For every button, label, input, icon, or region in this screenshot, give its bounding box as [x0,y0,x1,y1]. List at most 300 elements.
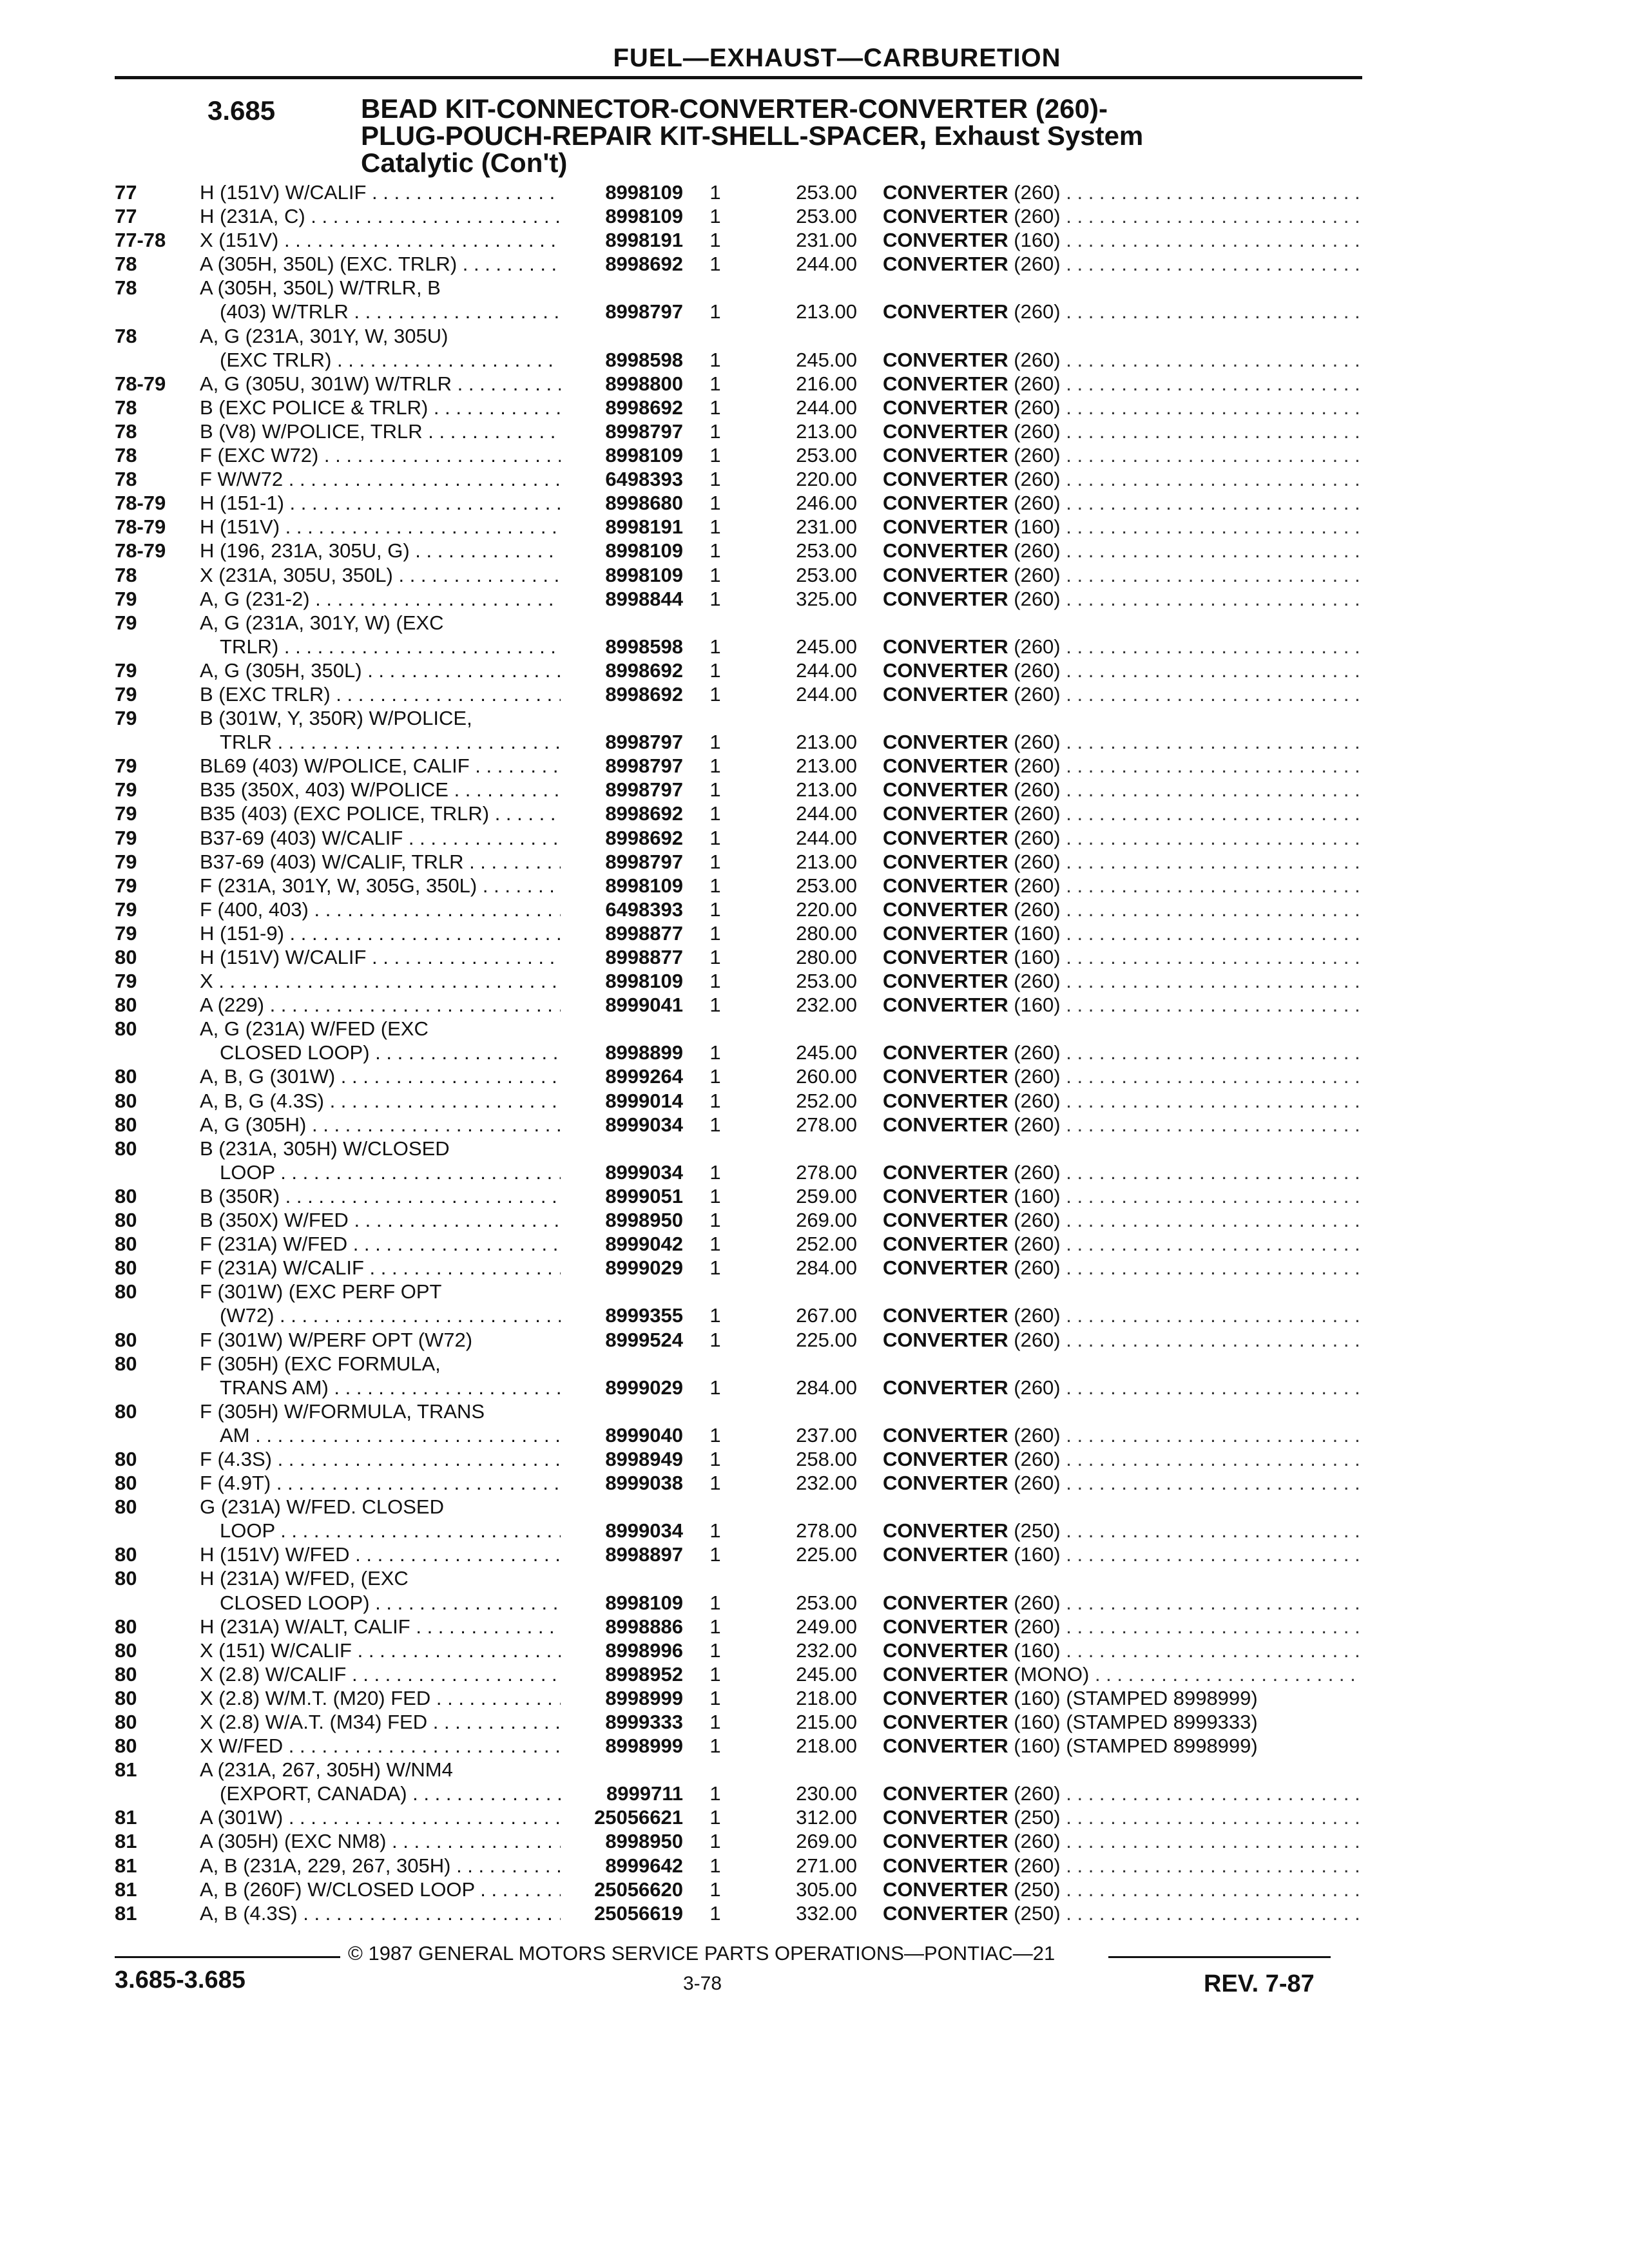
row-application: A, G (231A) W/FED (EXC [200,1017,429,1041]
parts-row [0,778,1629,802]
row-part-name: CONVERTER (260) . . . [883,898,1360,921]
row-part-number: 8998109 [605,205,683,228]
parts-row [0,1399,1629,1423]
row-quantity: 1 [709,635,721,658]
row-quantity: 1 [709,515,721,539]
row-part-spec: (260) . . . [1014,492,1360,514]
row-year: 81 [115,1878,137,1901]
row-price: 216.00 [796,372,857,395]
row-application: B (EXC POLICE & TRLR) . . . [200,396,561,419]
row-part-name: CONVERTER (260) . . . [883,1854,1360,1878]
parts-row [0,1184,1629,1208]
parts-row [0,1782,1629,1805]
row-price: 220.00 [796,468,857,491]
row-application: B (350R) . . . [200,1184,561,1208]
row-part-number: 8998109 [605,539,683,562]
row-part-number: 8999333 [605,1711,683,1733]
parts-row [0,1137,1629,1160]
row-quantity: 1 [709,1328,721,1351]
row-year: 78 [115,419,137,443]
row-part-number: 25056619 [594,1901,683,1925]
parts-row [0,443,1629,467]
row-part-name: CONVERTER (260) . . . [883,180,1360,204]
row-part-number: 8998886 [605,1615,683,1638]
row-quantity: 1 [709,396,721,419]
parts-row [0,563,1629,587]
row-application: H (151-1) . . . [200,491,561,515]
row-part-spec: (260) . . . [1014,731,1360,753]
row-year: 78 [115,444,137,467]
row-part-number: 8998797 [605,778,683,802]
parts-row [0,1232,1629,1256]
row-application: H (151V) . . . [200,515,561,539]
parts-row [0,898,1629,921]
row-quantity: 1 [709,1160,721,1184]
row-year: 80 [115,1209,137,1232]
row-price: 269.00 [796,1830,857,1853]
parts-row [0,515,1629,539]
row-price: 332.00 [796,1901,857,1925]
parts-row [0,1901,1629,1925]
row-part-name: CONVERTER (260) . . . [883,1615,1360,1639]
parts-row [0,1829,1629,1853]
row-part-name: CONVERTER (260) . . . [883,491,1360,515]
row-application: F (305H) (EXC FORMULA, [200,1352,441,1375]
row-price: 258.00 [796,1447,857,1470]
row-part-number: 8998897 [605,1543,683,1566]
row-part-spec: (260) . . . [1014,1424,1360,1446]
row-year: 80 [115,1137,137,1160]
row-application: X (2.8) W/CALIF . . . [200,1662,561,1686]
row-part-number: 8999014 [605,1089,683,1112]
row-price: 244.00 [796,396,857,419]
parts-row [0,1303,1629,1327]
row-quantity: 1 [709,419,721,443]
parts-row [0,276,1629,300]
row-part-number: 8998800 [605,372,683,395]
row-part-name: CONVERTER (160) (STAMPED 8998999) [883,1735,1258,1758]
parts-row [0,539,1629,562]
row-price: 252.00 [796,1089,857,1112]
parts-row [0,324,1629,348]
row-price: 213.00 [796,754,857,778]
parts-row [0,1686,1629,1710]
row-year: 79 [115,778,137,802]
row-quantity: 1 [709,1735,721,1758]
row-application: H (231A, C) . . . [200,204,561,228]
parts-row [0,1591,1629,1615]
row-price: 245.00 [796,348,857,371]
row-part-spec: (260) . . . [1014,1615,1360,1638]
row-quantity: 1 [709,181,721,204]
row-quantity: 1 [709,874,721,897]
row-part-spec: (260) . . . [1014,539,1360,562]
row-year: 80 [115,1686,137,1709]
row-part-spec: (260) . . . [1014,778,1360,801]
row-year: 80 [115,1735,137,1758]
section-title [361,95,1143,177]
row-application: F (231A, 301Y, W, 305G, 350L) . . . [200,874,561,898]
row-application: A (305H, 350L) (EXC. TRLR) . . . [200,252,561,276]
row-application: G (231A) W/FED. CLOSED [200,1495,444,1519]
row-year: 78 [115,396,137,419]
row-quantity: 1 [709,1304,721,1327]
row-application: B (301W, Y, 350R) W/POLICE, [200,707,472,730]
row-part-name: CONVERTER (MONO) . . . [883,1662,1360,1686]
row-price: 232.00 [796,1472,857,1495]
row-part-number: 8999029 [605,1376,683,1399]
row-part-number: 8999042 [605,1233,683,1256]
row-quantity: 1 [709,205,721,228]
row-year: 77 [115,181,137,204]
row-part-name: CONVERTER (260) . . . [883,539,1360,562]
row-price: 278.00 [796,1160,857,1184]
row-part-spec: (260) . . . [1014,181,1360,204]
header-rule [115,76,1362,79]
row-price: 271.00 [796,1854,857,1877]
row-application: (403) W/TRLR . . . [200,300,561,323]
row-application: (EXC TRLR) . . . [200,348,561,372]
row-part-number: 8998680 [605,492,683,515]
row-price: 278.00 [796,1113,857,1136]
row-year: 79 [115,754,137,778]
parts-row [0,1017,1629,1041]
row-application: (W72) . . . [200,1303,561,1327]
row-price: 218.00 [796,1735,857,1758]
row-year: 80 [115,1711,137,1733]
row-quantity: 1 [709,1854,721,1877]
row-price: 246.00 [796,492,857,515]
row-quantity: 1 [709,587,721,610]
row-price: 252.00 [796,1233,857,1256]
row-price: 218.00 [796,1686,857,1709]
row-price: 230.00 [796,1782,857,1805]
row-quantity: 1 [709,1113,721,1136]
row-application: LOOP . . . [200,1160,561,1184]
row-year: 81 [115,1758,137,1782]
row-year: 80 [115,1065,137,1088]
row-part-name: CONVERTER (260) . . . [883,563,1360,587]
row-application: AM . . . [200,1423,561,1447]
row-quantity: 1 [709,372,721,395]
row-price: 244.00 [796,253,857,276]
row-application: X (231A, 305U, 350L) . . . [200,563,561,587]
row-part-name: CONVERTER (160) . . . [883,921,1360,945]
row-part-spec: (260) . . . [1014,1304,1360,1327]
row-part-name: CONVERTER (260) . . . [883,1782,1360,1805]
row-part-name: CONVERTER (260) . . . [883,300,1360,323]
row-quantity: 1 [709,754,721,778]
row-part-name: CONVERTER (260) . . . [883,1232,1360,1256]
row-part-number: 8998191 [605,229,683,252]
row-year: 80 [115,1639,137,1662]
row-quantity: 1 [709,970,721,993]
section-title-line-3: Catalytic (Con't) [361,148,568,178]
row-price: 231.00 [796,229,857,252]
row-year: 79 [115,850,137,873]
parts-row [0,706,1629,730]
row-part-spec: (260) . . . [1014,372,1360,395]
row-application: A, B, G (301W) . . . [200,1064,561,1088]
row-part-number: 8998877 [605,946,683,968]
row-price: 232.00 [796,994,857,1017]
parts-list [0,180,1629,1925]
parts-row [0,1447,1629,1471]
row-price: 244.00 [796,682,857,706]
row-part-spec: (260) . . . [1014,1065,1360,1088]
row-part-spec: (260) . . . [1014,850,1360,873]
parts-row [0,1208,1629,1232]
parts-row [0,252,1629,276]
row-part-name: CONVERTER (260) . . . [883,850,1360,874]
row-quantity: 1 [709,802,721,825]
row-part-name: CONVERTER (160) . . . [883,993,1360,1017]
row-price: 244.00 [796,802,857,825]
parts-row [0,754,1629,778]
row-part-spec: (260) . . . [1014,1329,1360,1351]
row-part-spec: (260) . . . [1014,588,1360,610]
row-part-name: CONVERTER (260) . . . [883,778,1360,802]
row-price: 253.00 [796,539,857,562]
row-part-spec: (260) . . . [1014,300,1360,323]
row-part-name: CONVERTER (260) . . . [883,874,1360,898]
row-application: F (400, 403) . . . [200,898,561,921]
row-application: H (196, 231A, 305U, G) . . . [200,539,561,562]
row-application: X (2.8) W/A.T. (M34) FED . . . [200,1710,561,1734]
row-part-spec: (260) . . . [1014,396,1360,419]
row-quantity: 1 [709,682,721,706]
parts-row [0,945,1629,969]
parts-row [0,1113,1629,1137]
row-year: 78 [115,324,137,347]
row-quantity: 1 [709,1472,721,1495]
row-part-spec: (160) . . . [1014,515,1360,538]
row-year: 80 [115,1615,137,1638]
row-application: A, G (305H) . . . [200,1113,561,1137]
parts-row [0,587,1629,611]
row-price: 245.00 [796,1041,857,1064]
row-price: 215.00 [796,1711,857,1733]
row-year: 78 [115,468,137,491]
row-application: F (301W) (EXC PERF OPT [200,1280,442,1303]
row-part-name: CONVERTER (260) . . . [883,730,1360,754]
parts-row [0,491,1629,515]
row-year: 80 [115,1184,137,1207]
row-part-number: 8999034 [605,1160,683,1184]
row-price: 244.00 [796,826,857,849]
row-part-number: 6498393 [605,898,683,921]
row-part-name: CONVERTER (250) . . . [883,1878,1360,1901]
row-part-number: 8999355 [605,1304,683,1327]
row-quantity: 1 [709,658,721,682]
row-year: 78 [115,563,137,586]
row-quantity: 1 [709,253,721,276]
row-part-number: 25056620 [594,1878,683,1901]
row-price: 260.00 [796,1065,857,1088]
footer-rule-left [115,1956,340,1958]
row-part-name: CONVERTER (250) . . . [883,1901,1360,1925]
row-part-number: 8998191 [605,515,683,539]
row-price: 213.00 [796,731,857,754]
row-year: 79 [115,682,137,706]
row-part-spec: (260) . . . [1014,349,1360,371]
row-quantity: 1 [709,1662,721,1686]
row-application: B (350X) W/FED . . . [200,1208,561,1232]
row-price: 232.00 [796,1639,857,1662]
row-application: CLOSED LOOP) . . . [200,1591,561,1615]
row-part-name: CONVERTER (260) . . . [883,1303,1360,1327]
footer-page-number: 3-78 [683,1973,722,1994]
row-part-name: CONVERTER (260) . . . [883,969,1360,993]
row-application: A (229) . . . [200,993,561,1017]
row-application: B35 (350X, 403) W/POLICE . . . [200,778,561,802]
row-price: 280.00 [796,921,857,945]
row-year: 79 [115,874,137,897]
row-application: H (231A) W/FED, (EXC [200,1567,409,1590]
parts-row [0,1064,1629,1088]
row-part-number: 8999041 [605,994,683,1017]
row-part-number: 8998797 [605,419,683,443]
row-part-spec: (260) . . . [1014,898,1360,921]
row-part-number: 8999034 [605,1519,683,1542]
row-quantity: 1 [709,898,721,921]
row-part-spec: (260) . . . [1014,970,1360,992]
footer-section-range: 3.685-3.685 [115,1966,246,1994]
row-part-name: CONVERTER (260) . . . [883,635,1360,658]
row-price: 259.00 [796,1184,857,1207]
row-year: 79 [115,611,137,634]
parts-row [0,1041,1629,1064]
row-application: B (231A, 305H) W/CLOSED [200,1137,450,1160]
row-part-spec: (250) . . . [1014,1806,1360,1829]
parts-row [0,611,1629,635]
row-price: 249.00 [796,1615,857,1638]
row-price: 278.00 [796,1519,857,1542]
row-application: F (305H) W/FORMULA, TRANS [200,1399,485,1423]
row-part-number: 8998109 [605,444,683,467]
row-quantity: 1 [709,1639,721,1662]
row-part-number: 8998692 [605,802,683,825]
row-application: X . . . [200,969,561,993]
row-part-number: 8998877 [605,921,683,945]
row-quantity: 1 [709,1041,721,1064]
row-part-number: 8999711 [606,1782,683,1805]
row-year: 80 [115,1280,137,1303]
row-part-name: CONVERTER (260) . . . [883,826,1360,850]
row-part-spec: (160) . . . [1014,994,1360,1016]
row-price: 245.00 [796,635,857,658]
parts-row [0,467,1629,491]
row-price: 253.00 [796,444,857,467]
row-part-number: 8998692 [605,396,683,419]
row-part-number: 8998949 [605,1447,683,1470]
row-year: 80 [115,1256,137,1280]
row-year: 79 [115,898,137,921]
row-part-spec: (250) . . . [1014,1902,1360,1925]
row-part-number: 8998692 [605,658,683,682]
row-application: A, G (305H, 350L) . . . [200,658,561,682]
row-part-name: CONVERTER (260) . . . [883,1160,1360,1184]
parts-row [0,730,1629,754]
row-application: LOOP . . . [200,1519,561,1542]
row-part-spec: (160) . . . [1014,1543,1360,1566]
parts-row [0,1256,1629,1280]
row-price: 237.00 [796,1423,857,1446]
row-part-number: 8999051 [605,1184,683,1207]
row-quantity: 1 [709,1184,721,1207]
row-part-name: CONVERTER (250) . . . [883,1805,1360,1829]
row-quantity: 1 [709,1233,721,1256]
parts-row [0,1566,1629,1590]
row-quantity: 1 [709,1447,721,1470]
row-price: 284.00 [796,1256,857,1280]
row-part-name: CONVERTER (260) . . . [883,1591,1360,1615]
parts-row [0,850,1629,874]
row-price: 213.00 [796,300,857,323]
parts-row [0,1710,1629,1734]
row-part-spec: (260) . . . [1014,1256,1360,1279]
row-application: TRLR) . . . [200,635,561,658]
row-quantity: 1 [709,1615,721,1638]
row-part-name: CONVERTER (160) (STAMPED 8999333) [883,1711,1258,1733]
row-price: 231.00 [796,515,857,539]
row-part-number: 8998109 [605,1591,683,1614]
row-price: 253.00 [796,205,857,228]
row-year: 79 [115,826,137,849]
row-part-spec: (160) (STAMPED 8999333) [1014,1711,1258,1733]
row-application: H (151V) W/CALIF . . . [200,180,561,204]
row-part-name: CONVERTER (260) . . . [883,1064,1360,1088]
row-quantity: 1 [709,444,721,467]
row-part-spec: (260) . . . [1014,1830,1360,1852]
row-quantity: 1 [709,1376,721,1399]
parts-row [0,1471,1629,1495]
row-price: 253.00 [796,1591,857,1614]
row-part-spec: (260) . . . [1014,1209,1360,1231]
parts-row [0,1376,1629,1399]
parts-row [0,1734,1629,1758]
parts-row [0,1542,1629,1566]
row-part-spec: (260) . . . [1014,754,1360,777]
row-part-number: 8998692 [605,253,683,276]
footer-rule-right [1108,1956,1331,1958]
row-price: 253.00 [796,563,857,586]
parts-row [0,1758,1629,1782]
parts-row [0,1089,1629,1113]
row-part-number: 8999524 [605,1328,683,1351]
row-part-name: CONVERTER (260) . . . [883,754,1360,778]
row-part-spec: (260) . . . [1014,683,1360,706]
row-part-number: 8998109 [605,970,683,993]
row-quantity: 1 [709,1256,721,1280]
row-application: CLOSED LOOP) . . . [200,1041,561,1064]
row-application: F (EXC W72) . . . [200,443,561,467]
row-part-spec: (260) . . . [1014,444,1360,466]
row-part-number: 8998797 [605,731,683,754]
parts-row [0,1662,1629,1686]
row-year: 77 [115,205,137,228]
row-year: 80 [115,1352,137,1375]
row-part-name: CONVERTER (160) . . . [883,228,1360,252]
row-application: H (151V) W/CALIF . . . [200,945,561,969]
row-application: B35 (403) (EXC POLICE, TRLR) . . . [200,802,561,825]
parts-row [0,300,1629,323]
row-application: X (151V) . . . [200,228,561,252]
row-application: A, B (231A, 229, 267, 305H) . . . [200,1854,561,1878]
row-price: 280.00 [796,946,857,968]
row-application: A, G (231A, 301Y, W, 305U) [200,324,448,347]
row-part-name: CONVERTER (260) . . . [883,682,1360,706]
